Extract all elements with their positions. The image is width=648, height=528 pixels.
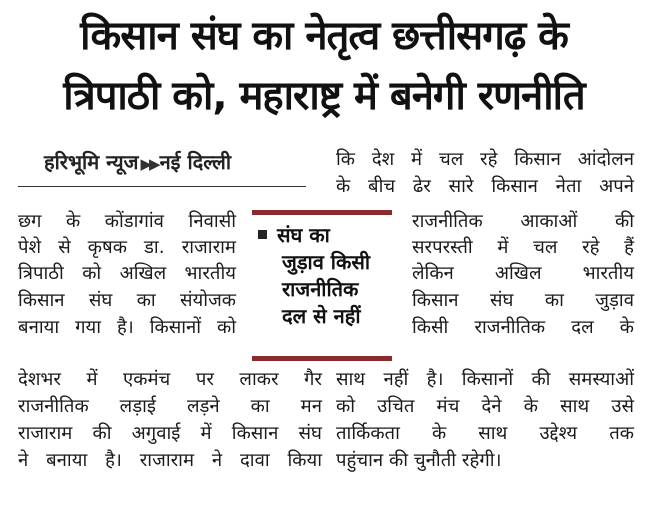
col1-line: पेशे से कृषक डा. राजाराम (18, 237, 236, 258)
col1-line: देशभर में एकमंच पर लाकर गैर (18, 369, 322, 390)
byline-location: नई दिल्ली (159, 150, 232, 174)
col2-line: के बीच ढेर सारे किसान नेता अपने (336, 176, 634, 197)
col2-line: किसान संघ का जुड़ाव (412, 290, 634, 311)
col1-line: बनाया गया है। किसानों को (18, 317, 236, 338)
pull-quote-top-rule (252, 210, 392, 215)
bullet-square-icon (258, 230, 267, 239)
col1-line: राजाराम की अगुवाई में किसान संघ (18, 423, 322, 444)
col2-line: किसी राजनीतिक दल के (412, 317, 634, 338)
col2-line: तार्किकता के साथ उद्देश्य तक (336, 423, 634, 444)
col2-line: राजनीतिक आकाओं की (412, 211, 634, 232)
col2-line: सरपरस्ती में चल रहे हैं (412, 237, 634, 258)
pull-quote-line: संघ का (277, 223, 330, 247)
headline-line-2: त्रिपाठी को, महाराष्ट्र में बनेगी रणनीति (63, 73, 585, 119)
byline-rule (18, 186, 306, 187)
col2-line: साथ नहीं है। किसानों की समस्याओं (336, 369, 634, 390)
col1-line: ने बनाया है। राजाराम ने दावा किया (18, 450, 322, 471)
pull-quote-line: दल से नहीं (282, 304, 361, 328)
col1-line: राजनीतिक लड़ाई लड़ने का मन (18, 396, 322, 417)
col1-line: किसान संघ का संयोजक (18, 290, 236, 311)
col2-line: लेकिन अखिल भारतीय (412, 263, 634, 284)
pull-quote-line: जुड़ाव किसी (282, 250, 371, 274)
pull-quote-line: राजनीतिक (282, 277, 359, 301)
col2-line: को उचित मंच देने के साथ उसे (336, 396, 634, 417)
col2-line: कि देश में चल रहे किसान आंदोलन (336, 149, 634, 170)
headline-line-1: किसान संघ का नेतृत्व छत्तीसगढ़ के (80, 13, 568, 59)
col2-line: पहुंचान की चुनौती रहेगी। (336, 450, 502, 471)
byline (44, 148, 231, 178)
col1-line: छग के कोंडागांव निवासी (18, 211, 236, 232)
col1-line: त्रिपाठी को अखिल भारतीय (18, 263, 236, 284)
pull-quote (258, 222, 398, 330)
byline-source: हरिभूमि न्यूज (44, 150, 139, 174)
pull-quote-bottom-rule (252, 356, 392, 361)
byline-arrows-icon: ▶▶ (140, 155, 158, 173)
